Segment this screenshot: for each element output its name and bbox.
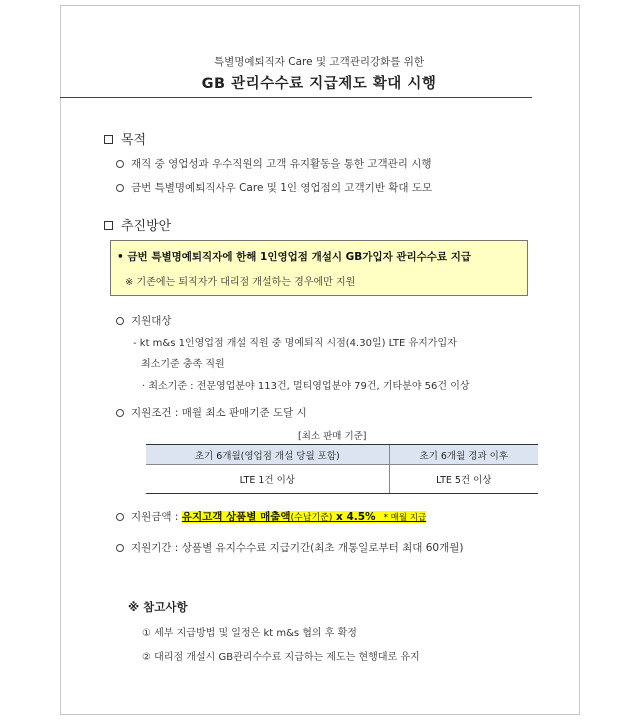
section-purpose-heading: 목적 xyxy=(121,133,147,148)
period-label: 지원기간 : 상품별 유지수수료 지급기간(최초 개통일로부터 최대 60개월) xyxy=(131,542,464,554)
square-bullet-icon xyxy=(104,221,113,230)
purpose-item-text: 금번 특별명예퇴직사우 Care 및 1인 영업점의 고객기반 확대 도모 xyxy=(131,182,433,194)
purpose-item-text: 재직 중 영업성과 우수직원의 고객 유지활동을 통한 고객관리 시행 xyxy=(131,158,432,170)
target-criteria: · 최소기준 : 전문영업분야 113건, 멀티영업분야 79건, 기타분야 56건 이상 xyxy=(142,381,470,392)
purpose-item xyxy=(116,180,432,195)
amount-label: 지원금액 : xyxy=(131,511,179,523)
document-title: GB 관리수수료 지급제도 확대 시행 xyxy=(201,76,437,92)
period-row xyxy=(116,540,463,555)
table-row xyxy=(146,465,538,494)
title-divider xyxy=(60,97,532,98)
section-plan xyxy=(104,215,171,234)
amount-row xyxy=(116,509,426,524)
circle-bullet-icon xyxy=(116,317,124,325)
target-label: 지원대상 xyxy=(131,315,172,327)
circle-bullet-icon xyxy=(116,184,124,192)
section-purpose xyxy=(104,129,146,148)
circle-bullet-icon xyxy=(116,513,124,521)
table-header-row xyxy=(146,445,538,465)
target-line: - kt m&s 1인영업점 개설 직원 중 명예퇴직 시점(4.30일) LTE 유지가입자 xyxy=(133,338,457,349)
table-header-cell: 초기 6개월 경과 이후 xyxy=(389,445,538,465)
amount-highlight-note: * 매월 지급 xyxy=(375,513,427,523)
reference-item: ② 대리점 개설시 GB관리수수료 지급하는 제도는 현행대로 유지 xyxy=(142,652,420,663)
section-plan-heading: 추진방안 xyxy=(121,219,172,234)
target-line: 최소기준 충족 직원 xyxy=(141,359,225,370)
criteria-table xyxy=(146,444,538,494)
highlight-main-text: 금번 특별명예퇴직자에 한해 1인영업점 개설시 GB가입자 관리수수료 지급 xyxy=(127,251,472,263)
target-heading xyxy=(116,313,172,328)
circle-bullet-icon xyxy=(116,544,124,552)
table-header-cell: 초기 6개월(영업점 개설 당월 포함) xyxy=(146,445,389,465)
circle-bullet-icon xyxy=(116,160,124,168)
amount-highlight xyxy=(182,511,426,523)
highlight-box xyxy=(110,240,528,296)
purpose-item xyxy=(116,156,432,171)
highlight-note: ※ 기존에는 퇴직자가 대리점 개설하는 경우에만 지원 xyxy=(125,277,356,288)
amount-highlight-main: 유지고객 상품별 매출액 xyxy=(181,511,291,523)
document-subtitle: 특별명예퇴직자 Care 및 고객관리강화를 위한 xyxy=(213,56,425,68)
amount-highlight-paren: (수납기준) xyxy=(290,513,333,523)
table-cell: LTE 1건 이상 xyxy=(146,465,389,494)
reference-item: ① 세부 지급방법 및 일정은 kt m&s 협의 후 확정 xyxy=(142,628,357,639)
highlight-main: • 금번 특별명예퇴직자에 한해 1인영업점 개설시 GB가입자 관리수수료 지급 xyxy=(117,251,472,263)
table-caption: [최소 판매 기준] xyxy=(298,431,367,442)
square-bullet-icon xyxy=(104,135,113,144)
condition-label: 지원조건 : 매월 최소 판매기준 도달 시 xyxy=(131,407,307,419)
condition-heading xyxy=(116,405,307,420)
circle-bullet-icon xyxy=(116,409,124,417)
table-cell: LTE 5건 이상 xyxy=(389,465,538,494)
references-heading: ※ 참고사항 xyxy=(128,600,188,614)
amount-highlight-rate: x 4.5% xyxy=(332,511,376,523)
